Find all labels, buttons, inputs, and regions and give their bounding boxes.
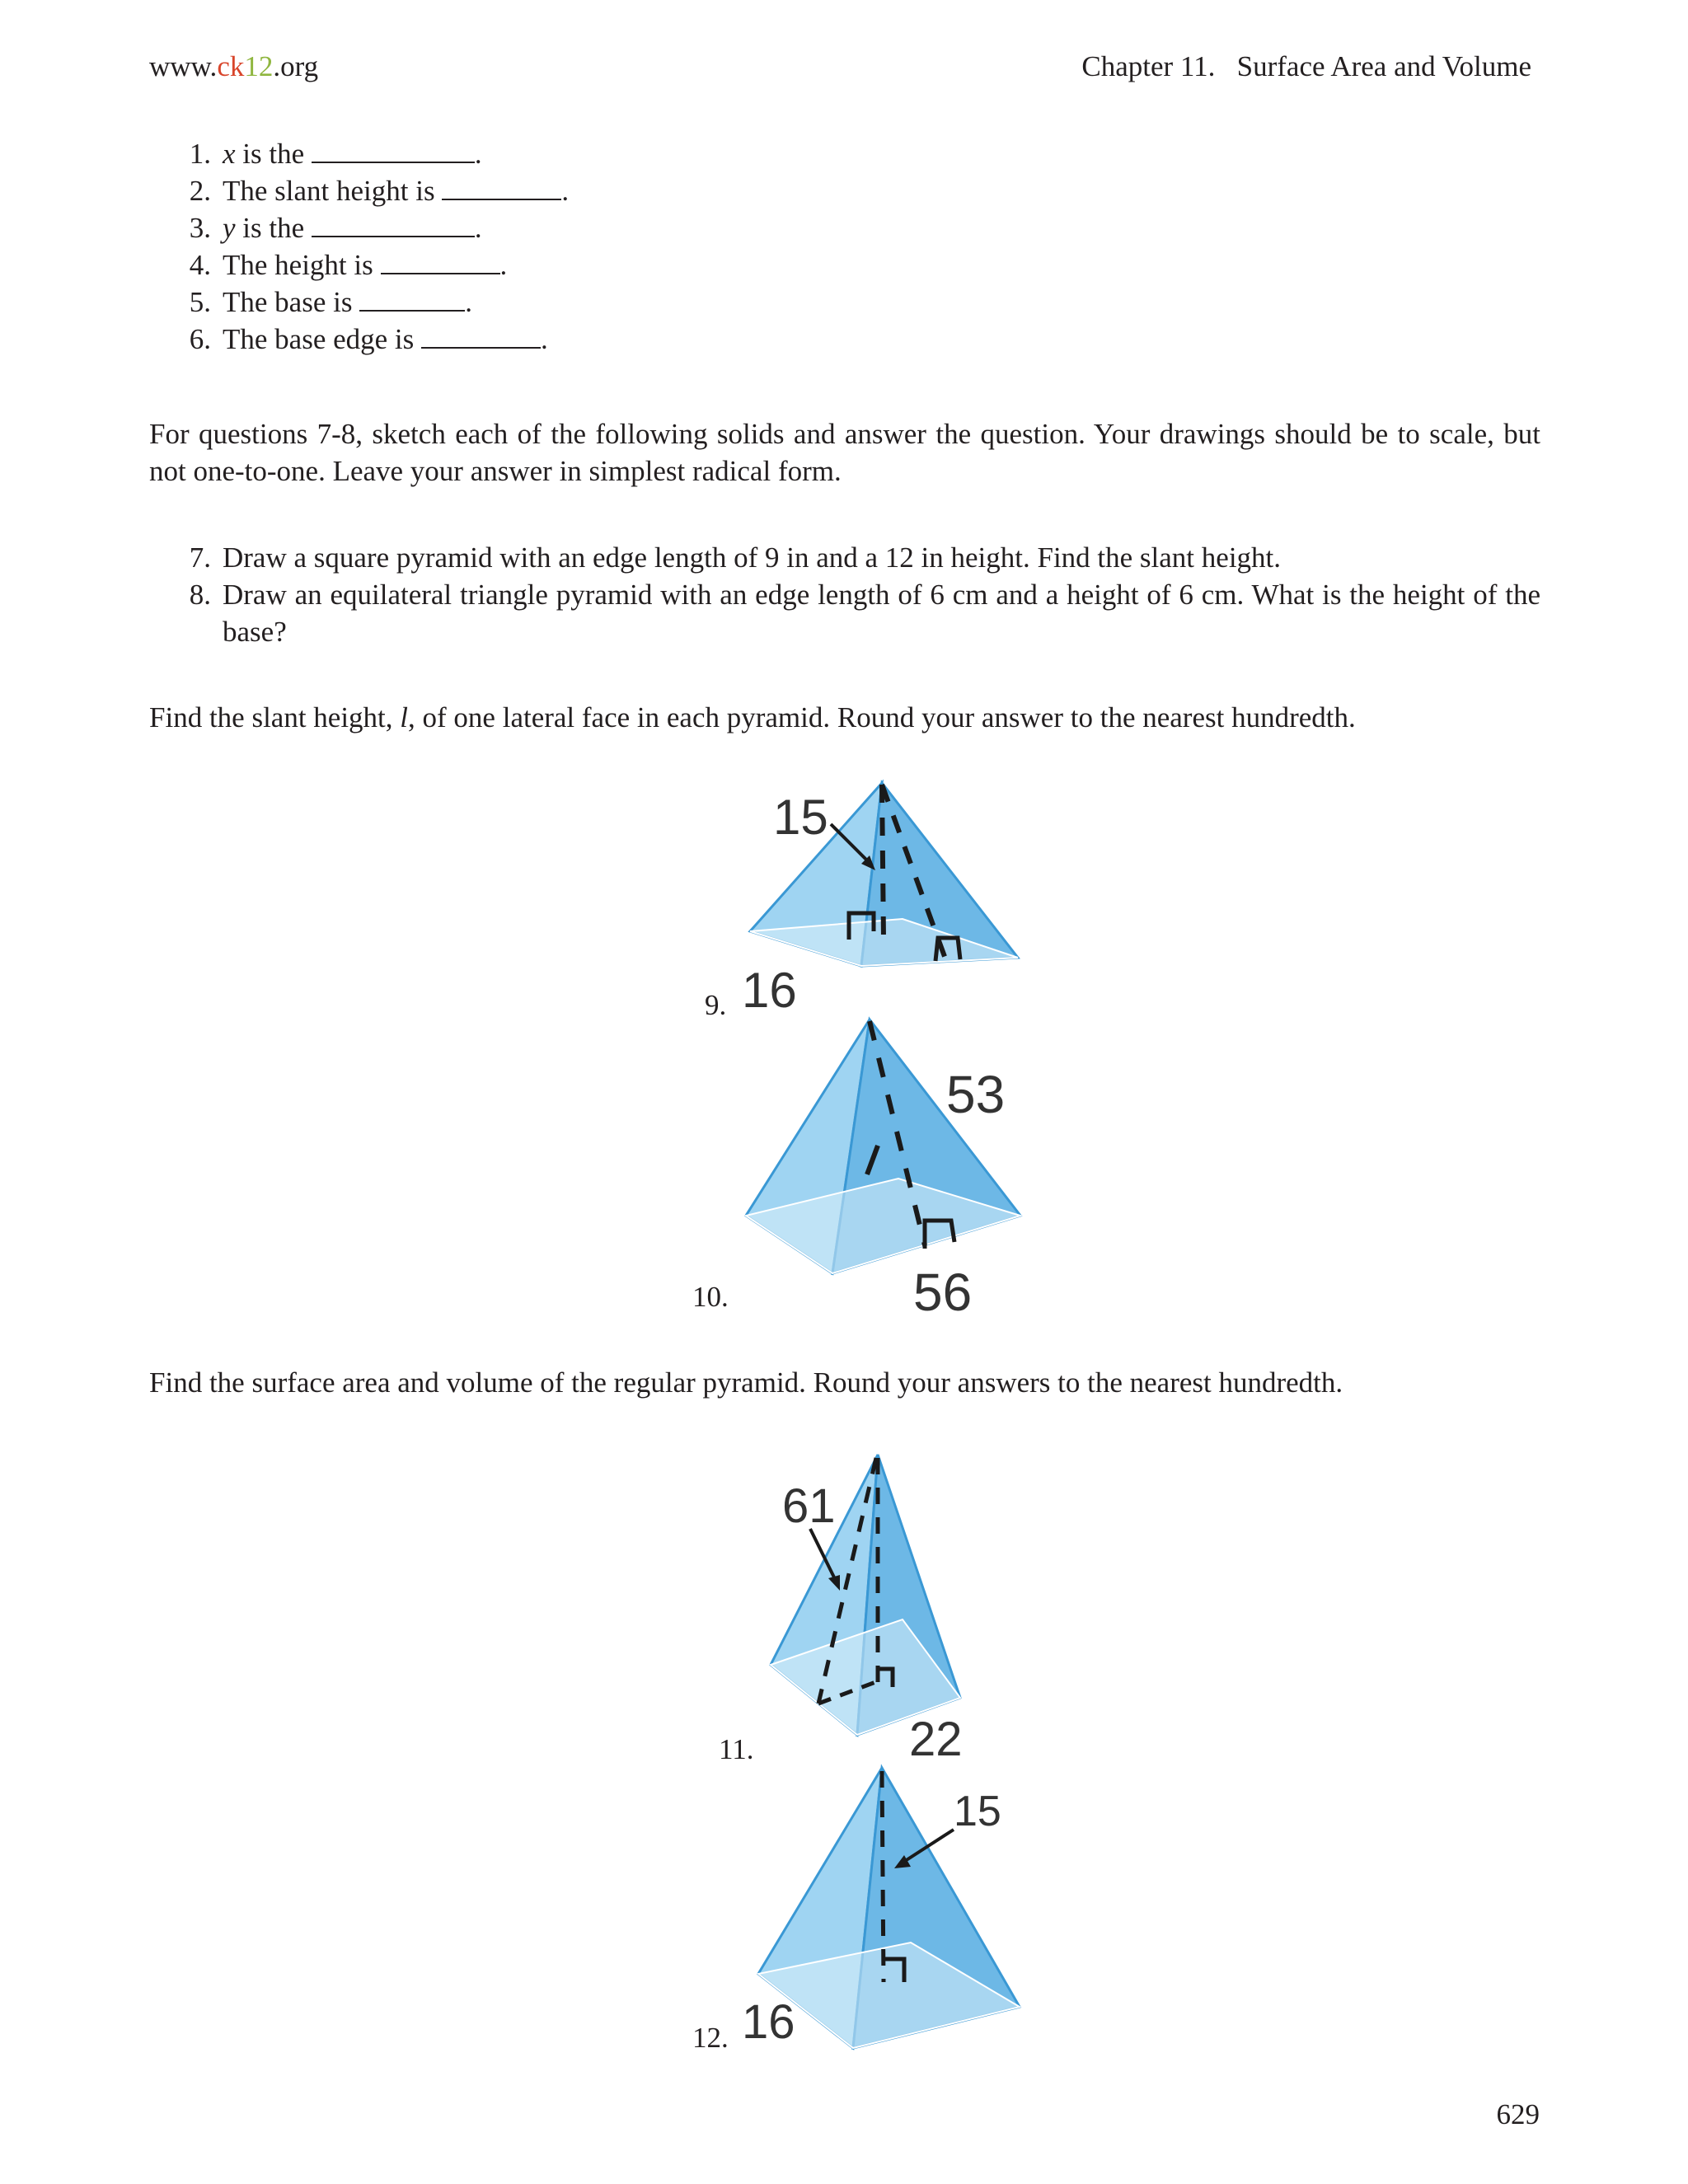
list-item: 8. Draw an equilateral triangle pyramid with an edge length of 6 cm and a height of 6 cm. What is the height of the base?	[189, 579, 1540, 648]
figure-label-9: 9.	[705, 989, 727, 1021]
fill-in-list	[175, 135, 569, 358]
answer-blank[interactable]	[359, 284, 465, 312]
intro-questions-7-8: For questions 7-8, sketch each of the following solids and answer the question. Your drawings should be to scale, but not one-to-one. Leave your answer in simplest radical form.	[149, 418, 1540, 487]
pyramid-figure-10	[734, 1010, 1030, 1323]
chapter-number: Chapter 11.	[1081, 50, 1216, 82]
list-item: 6. The base edge is .	[175, 321, 569, 358]
lateral-label: 53	[946, 1065, 1006, 1124]
base-label: 22	[909, 1713, 963, 1766]
list-item: 3. y is the .	[175, 209, 569, 246]
figure-label-10: 10.	[692, 1281, 729, 1313]
url-suffix: .org	[273, 50, 319, 82]
sketch-list	[175, 539, 1540, 650]
pyramid-figure-12	[738, 1760, 1034, 2056]
base-label: 16	[742, 963, 797, 1018]
site-url[interactable]	[149, 48, 318, 85]
url-prefix: www.	[149, 50, 218, 82]
height-label: 15	[954, 1788, 1001, 1835]
chapter-title: Surface Area and Volume	[1236, 50, 1531, 82]
list-item: 5. The base is .	[175, 284, 569, 321]
intro-questions-9-10: Find the slant height, l, of one lateral face in each pyramid. Round your answer to the nearest hundredth.	[149, 701, 1356, 733]
answer-blank[interactable]	[312, 135, 475, 163]
page-number: 629	[1496, 2098, 1540, 2130]
figure-label-11: 11.	[719, 1733, 754, 1765]
answer-blank[interactable]	[421, 321, 541, 349]
running-header	[1081, 48, 1531, 85]
list-item: 4. The height is .	[175, 246, 569, 284]
pyramid-figure-9	[734, 775, 1030, 1022]
base-label: 56	[913, 1263, 973, 1322]
list-item: 2. The slant height is .	[175, 172, 569, 209]
url-ck: ck	[217, 50, 245, 82]
base-label: 16	[742, 1995, 795, 2049]
answer-blank[interactable]	[312, 209, 475, 237]
lateral-label: 61	[782, 1479, 836, 1533]
list-item: 7. Draw a square pyramid with an edge length of 9 in and a 12 in height. Find the slant height.	[189, 541, 1282, 574]
list-item: 1. x is the .	[175, 135, 569, 172]
pyramid-figure-11	[746, 1446, 1010, 1768]
url-12: 12	[244, 50, 274, 82]
figure-label-12: 12.	[692, 2022, 729, 2054]
answer-blank[interactable]	[442, 172, 561, 200]
intro-questions-11-12: Find the surface area and volume of the regular pyramid. Round your answers to the nearest hundredth.	[149, 1366, 1343, 1399]
height-label: 15	[773, 790, 828, 845]
answer-blank[interactable]	[381, 246, 500, 274]
